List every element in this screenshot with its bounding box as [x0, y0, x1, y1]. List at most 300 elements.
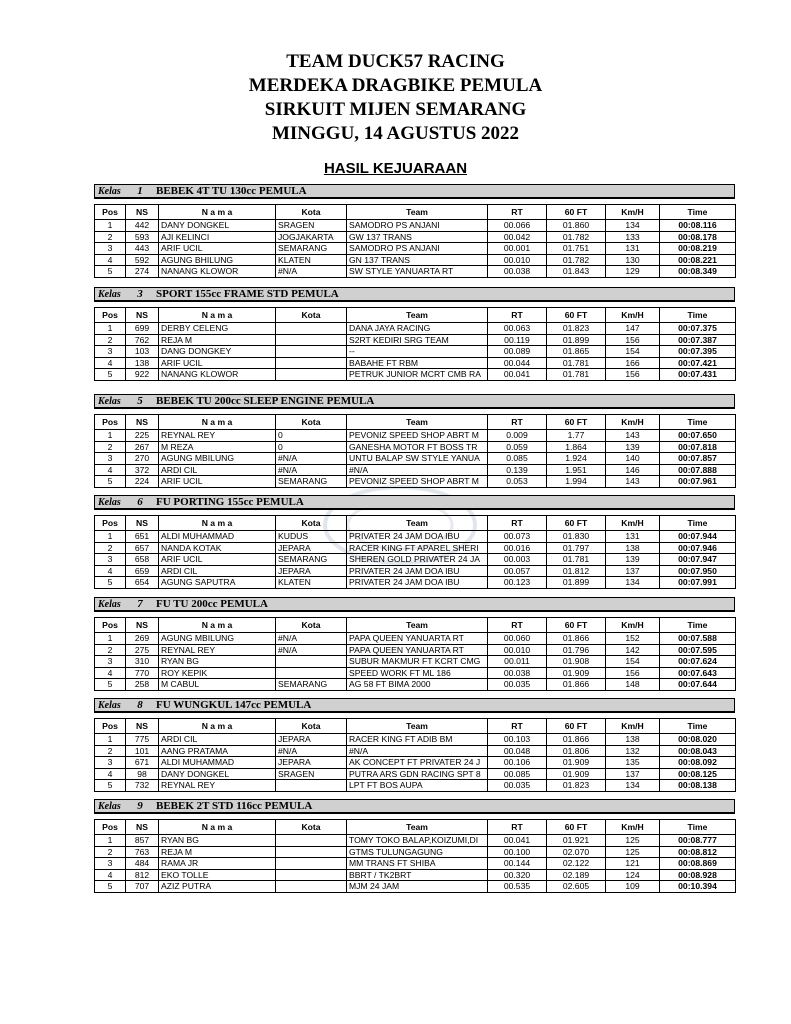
cell-ft: 01.866 — [547, 734, 606, 746]
cell-team: GN 137 TRANS — [347, 254, 488, 266]
cell-team: AG 58 FT BIMA 2000 — [347, 679, 488, 691]
cell-pos: 5 — [95, 577, 126, 589]
cell-kmh: 143 — [606, 430, 660, 442]
cell-time: 00:07.991 — [660, 577, 736, 589]
cell-time: 00:07.421 — [660, 357, 736, 369]
cell-pos: 3 — [95, 243, 126, 255]
cell-rt: 0.059 — [488, 441, 547, 453]
column-header-pos: Pos — [95, 415, 126, 430]
column-header-ft: 60 FT — [547, 516, 606, 531]
cell-kota: SEMARANG — [276, 679, 347, 691]
table-row — [95, 780, 736, 792]
cell-rt: 00.001 — [488, 243, 547, 255]
cell-ft: 01.830 — [547, 531, 606, 543]
column-header-kmh: Km/H — [606, 719, 660, 734]
cell-nama: ARIF UCIL — [159, 476, 276, 488]
cell-ns: 101 — [126, 745, 159, 757]
cell-ft: 01.866 — [547, 633, 606, 645]
cell-kmh: 166 — [606, 357, 660, 369]
cell-ft: 1.994 — [547, 476, 606, 488]
cell-pos: 1 — [95, 633, 126, 645]
cell-nama: ARIF UCIL — [159, 243, 276, 255]
cell-rt: 00.048 — [488, 745, 547, 757]
cell-kmh: 140 — [606, 453, 660, 465]
class-number: 6 — [137, 496, 143, 508]
cell-nama: ARDI CIL — [159, 565, 276, 577]
cell-nama: ALDI MUHAMMAD — [159, 531, 276, 543]
cell-team: TOMY TOKO BALAP,KOIZUMI,DI — [347, 835, 488, 847]
cell-ns: 659 — [126, 565, 159, 577]
column-header-ft: 60 FT — [547, 415, 606, 430]
cell-nama: NANANG KLOWOR — [159, 369, 276, 381]
cell-nama: AGUNG SAPUTRA — [159, 577, 276, 589]
cell-ns: 310 — [126, 656, 159, 668]
cell-rt: 00.073 — [488, 531, 547, 543]
cell-team: SAMODRO PS ANJANI — [347, 243, 488, 255]
cell-kmh: 156 — [606, 667, 660, 679]
cell-pos: 3 — [95, 858, 126, 870]
cell-rt: 00.010 — [488, 254, 547, 266]
cell-nama: M CABUL — [159, 679, 276, 691]
cell-pos: 5 — [95, 476, 126, 488]
kelas-label: Kelas — [98, 598, 121, 610]
cell-time: 00:07.857 — [660, 453, 736, 465]
class-number: 7 — [137, 598, 143, 610]
column-header-nama: N a m a — [159, 308, 276, 323]
cell-time: 00:07.395 — [660, 346, 736, 358]
cell-nama: AZIZ PUTRA — [159, 881, 276, 893]
cell-ns: 224 — [126, 476, 159, 488]
cell-kmh: 148 — [606, 679, 660, 691]
table-row — [95, 679, 736, 691]
cell-ns: 267 — [126, 441, 159, 453]
cell-kmh: 137 — [606, 768, 660, 780]
cell-kota: #N/A — [276, 464, 347, 476]
cell-pos: 1 — [95, 430, 126, 442]
cell-ns: 98 — [126, 768, 159, 780]
class-header-bar — [94, 287, 735, 302]
cell-ft: 01.781 — [547, 357, 606, 369]
cell-rt: 00.057 — [488, 565, 547, 577]
cell-rt: 00.042 — [488, 231, 547, 243]
cell-kota: JEPARA — [276, 565, 347, 577]
cell-ns: 593 — [126, 231, 159, 243]
cell-kmh: 147 — [606, 323, 660, 335]
cell-pos: 1 — [95, 734, 126, 746]
cell-kota: 0 — [276, 430, 347, 442]
cell-team: GTMS TULUNGAGUNG — [347, 846, 488, 858]
cell-team: PUTRA ARS GDN RACING SPT 8 — [347, 768, 488, 780]
cell-pos: 1 — [95, 531, 126, 543]
cell-ft: 01.812 — [547, 565, 606, 577]
cell-team: S2RT KEDIRI SRG TEAM — [347, 334, 488, 346]
cell-kota: JOGJAKARTA — [276, 231, 347, 243]
column-header-pos: Pos — [95, 820, 126, 835]
cell-ft: 01.806 — [547, 745, 606, 757]
cell-ns: 592 — [126, 254, 159, 266]
cell-nama: ROY KEPIK — [159, 667, 276, 679]
cell-kota: JEPARA — [276, 734, 347, 746]
cell-pos: 3 — [95, 453, 126, 465]
column-header-kota: Kota — [276, 308, 347, 323]
cell-ns: 651 — [126, 531, 159, 543]
column-header-kmh: Km/H — [606, 205, 660, 220]
class-number: 1 — [137, 185, 143, 197]
column-header-ns: NS — [126, 719, 159, 734]
cell-rt: 00.100 — [488, 846, 547, 858]
cell-pos: 5 — [95, 780, 126, 792]
class-name: FU TU 200cc PEMULA — [156, 598, 268, 610]
cell-kota: SRAGEN — [276, 768, 347, 780]
column-header-team: Team — [347, 820, 488, 835]
kelas-label: Kelas — [98, 288, 121, 300]
cell-kmh: 135 — [606, 757, 660, 769]
cell-kmh: 121 — [606, 858, 660, 870]
cell-pos: 1 — [95, 220, 126, 232]
column-header-kota: Kota — [276, 415, 347, 430]
results-table — [94, 414, 736, 488]
cell-ft: 02.605 — [547, 881, 606, 893]
cell-rt: 00.063 — [488, 323, 547, 335]
cell-kmh: 139 — [606, 554, 660, 566]
cell-pos: 2 — [95, 334, 126, 346]
column-header-ns: NS — [126, 205, 159, 220]
cell-ft: 1.864 — [547, 441, 606, 453]
cell-nama: DANY DONGKEL — [159, 220, 276, 232]
cell-ns: 443 — [126, 243, 159, 255]
class-name: FU PORTING 155cc PEMULA — [156, 496, 304, 508]
class-section — [94, 184, 735, 278]
cell-ns: 103 — [126, 346, 159, 358]
cell-kmh: 139 — [606, 441, 660, 453]
cell-time: 00:08.349 — [660, 266, 736, 278]
cell-time: 00:08.116 — [660, 220, 736, 232]
cell-ft: 01.899 — [547, 334, 606, 346]
cell-rt: 00.038 — [488, 667, 547, 679]
cell-kota: #N/A — [276, 266, 347, 278]
cell-time: 00:07.387 — [660, 334, 736, 346]
cell-rt: 0.085 — [488, 453, 547, 465]
kelas-label: Kelas — [98, 185, 121, 197]
cell-nama: AGUNG MBILUNG — [159, 633, 276, 645]
cell-kmh: 124 — [606, 869, 660, 881]
class-header-bar — [94, 184, 735, 199]
cell-ft: 01.782 — [547, 231, 606, 243]
cell-nama: ARDI CIL — [159, 734, 276, 746]
table-row — [95, 531, 736, 543]
table-row — [95, 542, 736, 554]
cell-nama: REYNAL REY — [159, 780, 276, 792]
column-header-ft: 60 FT — [547, 205, 606, 220]
cell-kmh: 154 — [606, 656, 660, 668]
event-title-line-2: MERDEKA DRAGBIKE PEMULA — [248, 75, 543, 96]
cell-kota: KLATEN — [276, 577, 347, 589]
cell-ns: 274 — [126, 266, 159, 278]
cell-pos: 5 — [95, 266, 126, 278]
cell-time: 00:08.092 — [660, 757, 736, 769]
column-header-time: Time — [660, 516, 736, 531]
cell-kota — [276, 369, 347, 381]
cell-time: 00:08.812 — [660, 846, 736, 858]
table-row — [95, 577, 736, 589]
cell-time: 00:08.219 — [660, 243, 736, 255]
cell-pos: 1 — [95, 835, 126, 847]
cell-nama: NANDA KOTAK — [159, 542, 276, 554]
table-header-row — [95, 618, 736, 633]
cell-pos: 3 — [95, 554, 126, 566]
cell-rt: 00.535 — [488, 881, 547, 893]
cell-nama: REYNAL REY — [159, 644, 276, 656]
cell-ft: 1.924 — [547, 453, 606, 465]
cell-team: #N/A — [347, 745, 488, 757]
column-header-ns: NS — [126, 618, 159, 633]
cell-nama: DANG DONGKEY — [159, 346, 276, 358]
class-section — [94, 698, 735, 792]
cell-kota: #N/A — [276, 644, 347, 656]
cell-kota: SEMARANG — [276, 476, 347, 488]
cell-rt: 00.320 — [488, 869, 547, 881]
table-row — [95, 745, 736, 757]
cell-time: 00:07.961 — [660, 476, 736, 488]
column-header-ns: NS — [126, 308, 159, 323]
cell-ns: 732 — [126, 780, 159, 792]
cell-rt: 00.106 — [488, 757, 547, 769]
event-title-line-4: MINGGU, 14 AGUSTUS 2022 — [271, 123, 520, 144]
cell-nama: RYAN BG — [159, 835, 276, 847]
cell-kmh: 125 — [606, 835, 660, 847]
results-subtitle: HASIL KEJUARAAN — [323, 160, 468, 177]
table-row — [95, 768, 736, 780]
cell-nama: NANANG KLOWOR — [159, 266, 276, 278]
column-header-time: Time — [660, 308, 736, 323]
cell-team: SUBUR MAKMUR FT KCRT CMG — [347, 656, 488, 668]
cell-pos: 4 — [95, 464, 126, 476]
class-header-bar — [94, 799, 735, 814]
results-table — [94, 617, 736, 691]
cell-time: 00:07.624 — [660, 656, 736, 668]
cell-kota: JEPARA — [276, 757, 347, 769]
table-header-row — [95, 205, 736, 220]
column-header-ns: NS — [126, 415, 159, 430]
cell-kmh: 138 — [606, 734, 660, 746]
cell-kmh: 142 — [606, 644, 660, 656]
column-header-rt: RT — [488, 205, 547, 220]
cell-nama: REYNAL REY — [159, 430, 276, 442]
cell-kota — [276, 334, 347, 346]
cell-rt: 00.044 — [488, 357, 547, 369]
column-header-team: Team — [347, 618, 488, 633]
class-section — [94, 287, 735, 381]
cell-kmh: 131 — [606, 531, 660, 543]
column-header-nama: N a m a — [159, 719, 276, 734]
event-title-line-3: SIRKUIT MIJEN SEMARANG — [264, 99, 527, 120]
cell-time: 00:08.221 — [660, 254, 736, 266]
cell-kota — [276, 667, 347, 679]
cell-ns: 922 — [126, 369, 159, 381]
cell-nama: ALDI MUHAMMAD — [159, 757, 276, 769]
class-section — [94, 799, 735, 893]
event-title-block — [0, 50, 791, 146]
cell-team: MJM 24 JAM — [347, 881, 488, 893]
cell-nama: AGUNG MBILUNG — [159, 453, 276, 465]
cell-pos: 2 — [95, 231, 126, 243]
cell-ns: 763 — [126, 846, 159, 858]
column-header-pos: Pos — [95, 205, 126, 220]
cell-rt: 00.066 — [488, 220, 547, 232]
cell-kmh: 130 — [606, 254, 660, 266]
cell-team: RACER KING FT ADIB BM — [347, 734, 488, 746]
cell-rt: 00.144 — [488, 858, 547, 870]
results-table — [94, 718, 736, 792]
cell-ns: 671 — [126, 757, 159, 769]
table-row — [95, 757, 736, 769]
table-row — [95, 231, 736, 243]
table-row — [95, 453, 736, 465]
table-row — [95, 565, 736, 577]
cell-team: PAPA QUEEN YANUARTA RT — [347, 644, 488, 656]
cell-team: PEVONIZ SPEED SHOP ABRT M — [347, 430, 488, 442]
cell-team: #N/A — [347, 464, 488, 476]
cell-ft: 01.796 — [547, 644, 606, 656]
cell-pos: 4 — [95, 768, 126, 780]
cell-ns: 658 — [126, 554, 159, 566]
cell-kota — [276, 846, 347, 858]
column-header-kota: Kota — [276, 618, 347, 633]
class-name: BEBEK 2T STD 116cc PEMULA — [156, 800, 313, 812]
cell-rt: 00.119 — [488, 334, 547, 346]
table-row — [95, 323, 736, 335]
table-row — [95, 464, 736, 476]
cell-kmh: 154 — [606, 346, 660, 358]
class-header-bar — [94, 698, 735, 713]
cell-ns: 442 — [126, 220, 159, 232]
results-table — [94, 819, 736, 893]
cell-nama: RAMA JR — [159, 858, 276, 870]
cell-ft: 01.823 — [547, 323, 606, 335]
cell-pos: 1 — [95, 323, 126, 335]
cell-ns: 269 — [126, 633, 159, 645]
cell-kmh: 152 — [606, 633, 660, 645]
column-header-ns: NS — [126, 820, 159, 835]
table-row — [95, 254, 736, 266]
cell-nama: DANY DONGKEL — [159, 768, 276, 780]
column-header-kota: Kota — [276, 516, 347, 531]
class-header-bar — [94, 394, 735, 409]
table-row — [95, 656, 736, 668]
cell-ft: 1.77 — [547, 430, 606, 442]
cell-time: 00:07.946 — [660, 542, 736, 554]
cell-rt: 00.035 — [488, 780, 547, 792]
cell-pos: 3 — [95, 757, 126, 769]
event-title-line-1: TEAM DUCK57 RACING — [286, 51, 505, 72]
column-header-kota: Kota — [276, 719, 347, 734]
cell-time: 00:10.394 — [660, 881, 736, 893]
cell-ns: 762 — [126, 334, 159, 346]
cell-team: -- — [347, 346, 488, 358]
cell-time: 00:07.375 — [660, 323, 736, 335]
cell-rt: 00.060 — [488, 633, 547, 645]
cell-nama: REJA M — [159, 846, 276, 858]
cell-kota: KUDUS — [276, 531, 347, 543]
table-row — [95, 220, 736, 232]
cell-kota — [276, 357, 347, 369]
class-number: 5 — [137, 395, 143, 407]
cell-team: UNTU BALAP SW STYLE YANUA — [347, 453, 488, 465]
column-header-team: Team — [347, 308, 488, 323]
results-table — [94, 307, 736, 381]
class-header-bar — [94, 597, 735, 612]
cell-team: SAMODRO PS ANJANI — [347, 220, 488, 232]
cell-ns: 812 — [126, 869, 159, 881]
cell-time: 00:07.595 — [660, 644, 736, 656]
cell-nama: ARIF UCIL — [159, 357, 276, 369]
cell-ft: 01.782 — [547, 254, 606, 266]
column-header-kmh: Km/H — [606, 415, 660, 430]
column-header-ns: NS — [126, 516, 159, 531]
table-header-row — [95, 516, 736, 531]
cell-kmh: 146 — [606, 464, 660, 476]
column-header-team: Team — [347, 415, 488, 430]
cell-ft: 01.781 — [547, 369, 606, 381]
cell-kmh: 134 — [606, 220, 660, 232]
column-header-time: Time — [660, 719, 736, 734]
class-number: 9 — [137, 800, 143, 812]
cell-kmh: 143 — [606, 476, 660, 488]
column-header-rt: RT — [488, 719, 547, 734]
table-row — [95, 430, 736, 442]
class-name: SPORT 155cc FRAME STD PEMULA — [156, 288, 339, 300]
cell-time: 00:07.947 — [660, 554, 736, 566]
column-header-rt: RT — [488, 516, 547, 531]
cell-kota — [276, 881, 347, 893]
column-header-rt: RT — [488, 308, 547, 323]
cell-ns: 657 — [126, 542, 159, 554]
column-header-team: Team — [347, 719, 488, 734]
column-header-pos: Pos — [95, 618, 126, 633]
cell-ft: 01.921 — [547, 835, 606, 847]
kelas-label: Kelas — [98, 800, 121, 812]
cell-time: 00:08.043 — [660, 745, 736, 757]
cell-rt: 0.053 — [488, 476, 547, 488]
table-row — [95, 869, 736, 881]
class-number: 8 — [137, 699, 143, 711]
cell-kota: JEPARA — [276, 542, 347, 554]
cell-nama: M REZA — [159, 441, 276, 453]
table-row — [95, 346, 736, 358]
cell-ns: 775 — [126, 734, 159, 746]
cell-ft: 01.751 — [547, 243, 606, 255]
class-name: FU WUNGKUL 147cc PEMULA — [156, 699, 312, 711]
cell-nama: RYAN BG — [159, 656, 276, 668]
cell-rt: 00.011 — [488, 656, 547, 668]
kelas-label: Kelas — [98, 395, 121, 407]
table-row — [95, 369, 736, 381]
results-table — [94, 204, 736, 278]
cell-rt: 00.089 — [488, 346, 547, 358]
cell-nama: EKO TOLLE — [159, 869, 276, 881]
cell-ns: 258 — [126, 679, 159, 691]
cell-ft: 01.899 — [547, 577, 606, 589]
cell-time: 00:07.650 — [660, 430, 736, 442]
class-section — [94, 495, 735, 589]
cell-rt: 00.103 — [488, 734, 547, 746]
table-header-row — [95, 308, 736, 323]
table-row — [95, 441, 736, 453]
cell-team: RACER KING FT APAREL SHERI — [347, 542, 488, 554]
column-header-kmh: Km/H — [606, 618, 660, 633]
cell-kmh: 156 — [606, 334, 660, 346]
cell-ft: 02.189 — [547, 869, 606, 881]
